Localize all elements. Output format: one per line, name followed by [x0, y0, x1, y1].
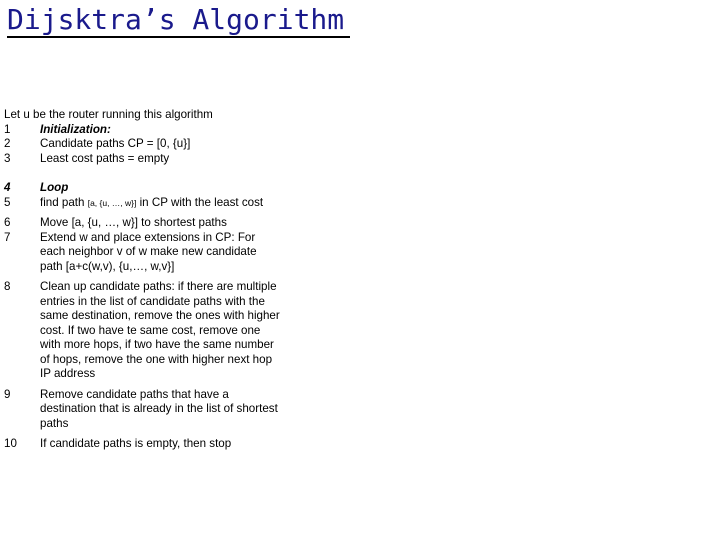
step-7: [4, 231, 284, 275]
step-text: Least cost paths = empty: [40, 151, 170, 165]
step-1: [4, 123, 284, 138]
slide-title: Dijsktra’s Algorithm: [7, 3, 345, 36]
step-text: Clean up candidate paths: if there are multiple entries in the list of candidate paths with the same destination, remove the ones with higher cost. If two have te same cost, remove one with more hops, if two have the same number of hops, remove the one with higher next hop IP address: [40, 280, 280, 380]
blank-line: [4, 166, 284, 181]
algorithm-body: [4, 108, 284, 452]
step-number: 5: [4, 195, 11, 209]
step-text: Extend w and place extensions in CP: For each neighbor v of w make new candidate path [a+c(w,v), {u,…, w,v}]: [40, 230, 257, 273]
step-text: Move [a, {u, …, w}] to shortest paths: [40, 216, 227, 229]
step-text: If candidate paths is empty, then stop: [40, 437, 232, 450]
step-text-end: in CP with the least cost: [136, 195, 264, 209]
step-9: [4, 388, 284, 432]
step-5: [4, 196, 284, 211]
step-text: Initialization:: [40, 122, 111, 136]
step-text: Candidate paths CP = [0, {u}]: [40, 137, 191, 150]
step-4: [4, 181, 284, 196]
step-number: 6: [4, 216, 11, 229]
step-number: 2: [4, 137, 11, 150]
step-number: 8: [4, 280, 11, 293]
step-number: 3: [4, 151, 11, 165]
step-number: 7: [4, 230, 11, 244]
step-text: Remove candidate paths that have a destination that is already in the list of shortest paths: [40, 387, 278, 430]
title-underline: [7, 36, 350, 38]
step-3: [4, 152, 284, 167]
step-number: 9: [4, 387, 11, 401]
step-text-start: find path: [40, 195, 88, 209]
step-number: 10: [4, 437, 17, 450]
intro-line: Let u be the router running this algorithm: [4, 108, 213, 121]
step-number: 4: [4, 181, 11, 194]
step-text: [40, 196, 280, 211]
step-2: [4, 137, 284, 152]
step-text: Loop: [40, 181, 69, 194]
step-10: [4, 437, 284, 452]
step-6: [4, 216, 284, 231]
step-8: [4, 280, 284, 382]
path-notation: [a, {u, …, w}]: [87, 197, 137, 208]
step-number: 1: [4, 122, 11, 136]
